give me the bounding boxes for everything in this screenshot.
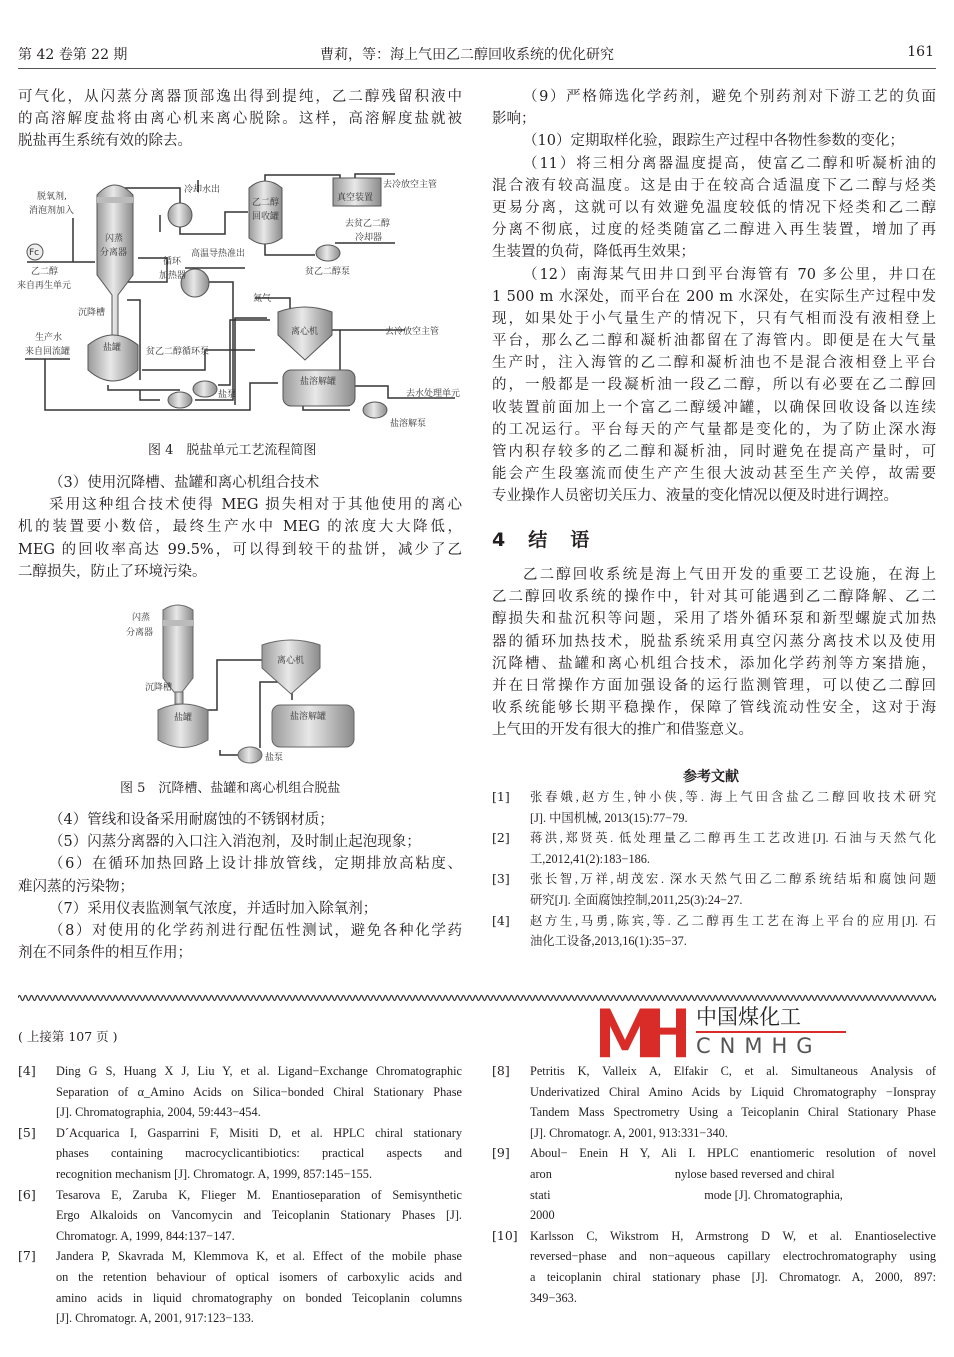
reference-line: 蒋洪,郑贤英. 低处理量乙二醇再生工艺改进[J]. 石油与天然气化 (530, 831, 936, 846)
watermark-mh-icon (600, 1005, 690, 1059)
text-line: 管内积存较多的乙二醇和凝析油，同时避免在提高产量时，可 (492, 444, 936, 460)
text-line: 乙二醇回收系统是海上气田开发的重要工艺设施，在海上 (523, 567, 936, 583)
salt-tank (158, 704, 208, 748)
label: 盐溶解罐 (290, 712, 327, 722)
label: 去冷放空主管 (383, 180, 438, 190)
reference-item (492, 1226, 936, 1308)
watermark-logo (600, 1005, 850, 1059)
label: 循环 (163, 257, 182, 267)
reference-item (492, 787, 936, 828)
lean-meg-pump (316, 245, 340, 261)
reference-number: [8] (492, 1063, 510, 1078)
reference-line: [J]. Chromatogr. A, 2001, 913:331−340. (530, 1125, 728, 1140)
reference-item (18, 1123, 462, 1185)
text-line: 二醇损失，防止了环境污染。 (18, 563, 207, 580)
text-line: （6）在循环加热回路上设计排放管线，定期排放高粘度、 (49, 856, 462, 873)
label: 乙二醇 (31, 267, 59, 277)
salt-dissolving-pump (363, 402, 387, 418)
label: 高温导热准出 (191, 249, 246, 259)
reference-number: [7] (18, 1248, 36, 1264)
text-line: 难闪蒸的污染物； (18, 878, 134, 895)
figure-5-caption: 图 5 沉降槽、盐罐和离心机组合脱盐 (120, 781, 341, 796)
label: 来自回流罐 (25, 347, 71, 357)
label: 冷却水出 (184, 185, 221, 195)
reference-line: 张长智,万祥,胡茂宏. 深水天然气田乙二醇系统结垢和腐蚀问题 (530, 872, 936, 887)
text-line: 醇损失和盐沉积等问题，采用了塔外循环泵和新型螺旋式加热 (492, 611, 936, 628)
reference-number: [10] (492, 1227, 518, 1243)
left-bottom-text (18, 809, 462, 964)
watermark-rule (696, 1031, 846, 1033)
text-line: （9）严格筛选化学药剂，避免个别药剂对下游工艺的负面 (523, 89, 936, 105)
label: 贫乙二醇泵 (305, 267, 351, 277)
label: 盐溶解罐 (300, 377, 337, 387)
label: 盐溶解泵 (390, 419, 427, 429)
text-line: 收系统能够长期平稳操作，保障了管线流动性安全，这对于海 (492, 700, 936, 717)
text-line: 更易分离，这就可以有效避免温度较低的情况下烃类和乙二醇 (492, 199, 936, 216)
label: 回收罐 (252, 212, 280, 222)
label: 盐罐 (103, 343, 122, 353)
reference-line: phases containing macrocyclicantibiotics: practical aspects and (56, 1146, 462, 1161)
reference-item (18, 1185, 462, 1247)
text-line: 乙二醇回收系统的操作中，针对其可能遇到乙二醇降解、乙二 (492, 589, 936, 606)
demister-pad (97, 197, 133, 203)
label: 真空装置 (337, 193, 374, 203)
text-line: 机的装置要小数倍，最终生产水中 MEG 的浓度大大降低， (18, 519, 462, 536)
cooler (168, 203, 192, 227)
reference-number: [6] (18, 1186, 36, 1202)
reference-line: Ergo Alkaloids on Vancomycin and Teicoplanin Stationary Phases [J]. (56, 1208, 462, 1223)
text-line: 上气田的开发有很大的推广和借鉴意义。 (492, 722, 753, 739)
salt-pump (193, 381, 217, 397)
label: 离心机 (291, 327, 319, 337)
text-line: MEG 的回收率高达 99.5%，可以得到较干的盐饼，减少了乙 (18, 541, 462, 558)
text-line: 影响； (492, 111, 536, 128)
text-line: 1 500 m 水深处，而平台在 200 m 水深处，在实际生产过程中发 (492, 288, 936, 305)
reference-line: 工,2012,41(2):183−186. (530, 851, 650, 866)
flash-separator-vessel (163, 605, 193, 692)
reference-number: [5] (18, 1124, 36, 1140)
reference-line: aron nylose based reversed and chiral (530, 1166, 835, 1181)
reference-number: [4] (18, 1063, 36, 1078)
references-heading: 参考文献 (683, 769, 739, 785)
circulation-pump (168, 392, 192, 408)
text-line: 沉降槽、盐罐和离心机组合技术，添加化学药剂等方案措施， (492, 655, 936, 672)
reference-item (492, 828, 936, 869)
label: 生产水 (35, 333, 63, 343)
reference-line: 2000 (530, 1208, 555, 1223)
reference-number: [3] (492, 871, 510, 887)
reference-line: a teicoplanin chiral stationary phase [J]. Chromatogr. A, 2000, 897: (530, 1269, 936, 1284)
text-line: 的工况运行。平台每天的产气量都是变化的，为了防止深水海 (492, 421, 936, 438)
reference-line: recognition mechanism [J]. Chromatogr. A, 1999, 857:145−155. (56, 1166, 373, 1181)
reference-number: [9] (492, 1145, 510, 1161)
reference-number: [2] (492, 830, 510, 846)
reference-line: 张春娥,赵方生,钟小侠,等. 海上气田含盐乙二醇回收技术研究 (530, 790, 936, 804)
reference-line: [J]. Chromatogr. A, 2001, 917:123−133. (56, 1311, 254, 1326)
references-english-right (492, 1061, 936, 1308)
label: 来自再生单元 (17, 281, 72, 291)
text-line: （5）闪蒸分离器的入口注入消泡剂，及时制止起泡现象； (49, 834, 421, 851)
reference-line: 赵方生,马勇,陈宾,等. 乙二醇再生工艺在海上平台的应用[J]. 石 (530, 913, 936, 928)
reference-number: [4] (492, 912, 510, 928)
label: 闪蒸 (132, 613, 151, 623)
text-line: （12）南海某气田井口到平台海管有 70 多公里，井口在 (523, 266, 936, 283)
text-line: 脱盐再生系统有效的除去。 (18, 133, 192, 150)
text-line: （8）对使用的化学药剂进行配伍性测试，避免各种化学药 (49, 922, 462, 939)
text-line: （4）管线和设备采用耐腐蚀的不锈钢材质； (49, 812, 334, 828)
running-title: 曹莉，等：海上气田乙二醇回收系统的优化研究 (320, 47, 614, 63)
text-line: （3）使用沉降槽、盐罐和离心机组合技术 (49, 475, 320, 491)
reference-number: [1] (492, 789, 510, 804)
conclusion-text (492, 564, 936, 742)
reference-line: reversed−phase and non−aqueous capillary electrochromatography using (530, 1249, 936, 1264)
label: 贫乙二醇循环泵 (146, 347, 210, 357)
text-line: （10）定期取样化验，跟踪生产过程中各物性参数的变化； (523, 133, 904, 150)
salt-pump (238, 747, 262, 763)
references-english-left (18, 1061, 462, 1329)
label: 氮气 (253, 294, 272, 304)
reference-line: Tesarova E, Zaruba K, Flieger M. Enantioseparation of Semisynthetic (56, 1187, 462, 1202)
label: 去贫乙二醇 (345, 219, 391, 229)
label: 去水处理单元 (406, 389, 461, 399)
label: 乙二醇 (252, 198, 280, 208)
text-line: 生产时，注入海管的乙二醇和凝析油也不是混合液相登上平台 (492, 355, 936, 372)
label: 离心机 (277, 656, 305, 666)
text-line: 混合液有较高温度。这是由于在较高合适温度下乙二醇与烃类 (492, 177, 936, 194)
label: 消泡剂加入 (29, 206, 75, 216)
text-line: 现，如果处于小气量生产的情况下，只有气相而没有液相登上 (492, 310, 936, 327)
reference-item (18, 1061, 462, 1123)
label: 冷却器 (355, 233, 383, 243)
reference-item (492, 1143, 936, 1225)
section-heading: 4 结 语 (492, 529, 592, 551)
right-top-text (492, 86, 936, 508)
figure-4-flow-diagram (15, 170, 475, 440)
label: 脱氧剂, (37, 192, 67, 202)
reference-line: Jandera P, Skavrada M, Klemmova K, et al. Effect of the mobile phase (56, 1249, 462, 1264)
reference-line: Chromatogr. A, 1999, 844:137−147. (56, 1228, 235, 1243)
label: 盐泵 (265, 753, 284, 763)
reference-item (492, 1061, 936, 1143)
reference-item (492, 911, 936, 952)
header-rule (18, 68, 936, 69)
figure-5-diagram (120, 600, 360, 770)
reference-line: 349−363. (530, 1290, 577, 1305)
label: 盐泵 (218, 390, 237, 400)
reference-line: stati mode [J]. Chromatographia, (530, 1187, 843, 1202)
reference-item (492, 869, 936, 910)
reference-line: amino acids in liquid chromatography on bonded Teicoplanin columns (56, 1290, 462, 1305)
watermark-cn: 中国煤化工 (696, 1005, 801, 1029)
text-line: 剂在不同条件的相互作用； (18, 945, 192, 962)
reference-item (18, 1246, 462, 1328)
reference-line: Karlsson C, Wikstrom H, Armstrong D W, et al. Enantioselective (530, 1228, 936, 1243)
label: 去冷放空主管 (385, 327, 440, 337)
label: 加热器 (159, 271, 187, 281)
left-intro-text (18, 86, 462, 153)
text-line: 平台，那么乙二醇和凝析油都留在了海管内。即便是在大气量 (492, 333, 936, 350)
text-line: （7）采用仪表监测氧气浓度，并适时加入除氧剂； (49, 900, 378, 917)
reference-line: Aboul− Enein H Y, Ali I. HPLC enantiomeric resolution of novel (530, 1146, 936, 1161)
reference-line: Separation of α_Amino Acids on Silica−bonded Chiral Stationary Phase (56, 1084, 462, 1099)
salt-tank (88, 335, 138, 381)
salt-dissolving-tank (283, 370, 355, 406)
text-line: 收装置前面加上一个富乙二醇缓冲罐，以确保回收设备以连续 (492, 399, 936, 416)
section-divider-wave (18, 992, 936, 1004)
text-line: 的，一般都是一段凝析油一段乙二醇，所以有必要在乙二醇回 (492, 377, 936, 394)
label: 盐罐 (174, 713, 193, 723)
reference-line: [J]. 中国机械, 2013(15):77−79. (530, 810, 688, 825)
reference-line: Petritis K, Valleix A, Elfakir C, et al. Simultaneous Analysis of (530, 1064, 936, 1078)
text-line: 采用这种组合技术使得 MEG 损失相对于其他使用的离心 (49, 497, 462, 514)
reference-line: Ding G S, Huang X J, Liu Y, et al. Ligand−Exchange Chromatographic (56, 1064, 462, 1078)
continued-note: ( 上接第 107 页 ) (18, 1029, 118, 1044)
text-line: 可气化，从闪蒸分离器顶部逸出得到提纯，乙二醇残留积液中 (18, 89, 462, 105)
label: 沉降槽 (145, 683, 173, 693)
flow-controller-label: Fc (29, 248, 40, 258)
reference-line: D´Acquarica I, Gasparrini F, Misiti D, et al. HPLC chiral stationary (56, 1125, 462, 1140)
label: 沉降槽 (78, 308, 106, 318)
reference-line: 研究[J]. 全面腐蚀控制,2011,25(3):24−27. (530, 892, 743, 907)
text-line: 分离不彻底，过度的烃类随富乙二醇进入再生装置，增加了再 (492, 222, 936, 239)
text-line: （11）将三相分离器温度提高，使富乙二醇和听凝析油的 (523, 155, 936, 172)
text-line: 的高溶解度盐将由离心机来离心脱除。这样，高溶解度盐就被 (18, 111, 462, 128)
label: 分离器 (126, 628, 154, 638)
reference-line: on the retention behaviour of optical isomers of carboxylic acids and (56, 1269, 462, 1284)
references-chinese (492, 787, 936, 952)
watermark-en: CNMHG (696, 1034, 822, 1058)
centrifuge (262, 640, 320, 694)
text-line: 能会产生段塞流而使生产产生很大波动甚至生产关停，故需要 (492, 466, 936, 483)
page-number: 161 (907, 44, 934, 60)
flash-separator-vessel (97, 185, 133, 345)
label: 分离器 (100, 248, 128, 258)
text-line: 并在日常操作方面加强设备的运行监测管理，可以使乙二醇回 (492, 677, 936, 694)
reference-line: 油化工设备,2013,16(1):35−37. (530, 934, 687, 949)
reference-line: Tandem Mass Spectrometry Using a Teicoplanin Chiral Stationary Phase (530, 1105, 936, 1120)
label: 闪蒸 (105, 234, 124, 244)
figure-4-caption: 图 4 脱盐单元工艺流程简图 (148, 443, 317, 458)
text-line: 生装置的负荷，降低再生效果； (492, 244, 695, 261)
journal-issue: 第 42 卷第 22 期 (18, 47, 128, 63)
reference-line: [J]. Chromatographia, 2004, 59:443−454. (56, 1105, 261, 1120)
left-middle-text (18, 472, 462, 583)
text-line: 器的循环加热技术，脱盐系统采用真空闪蒸分离技术以及使用 (492, 633, 936, 650)
text-line: 专业操作人员密切关压力、液量的变化情况以便及时进行调控。 (492, 488, 898, 505)
settling-column (175, 692, 183, 704)
reference-line: Underivatized Chiral Amino Acids by Liquid Chromatography −Ionspray (530, 1084, 936, 1099)
